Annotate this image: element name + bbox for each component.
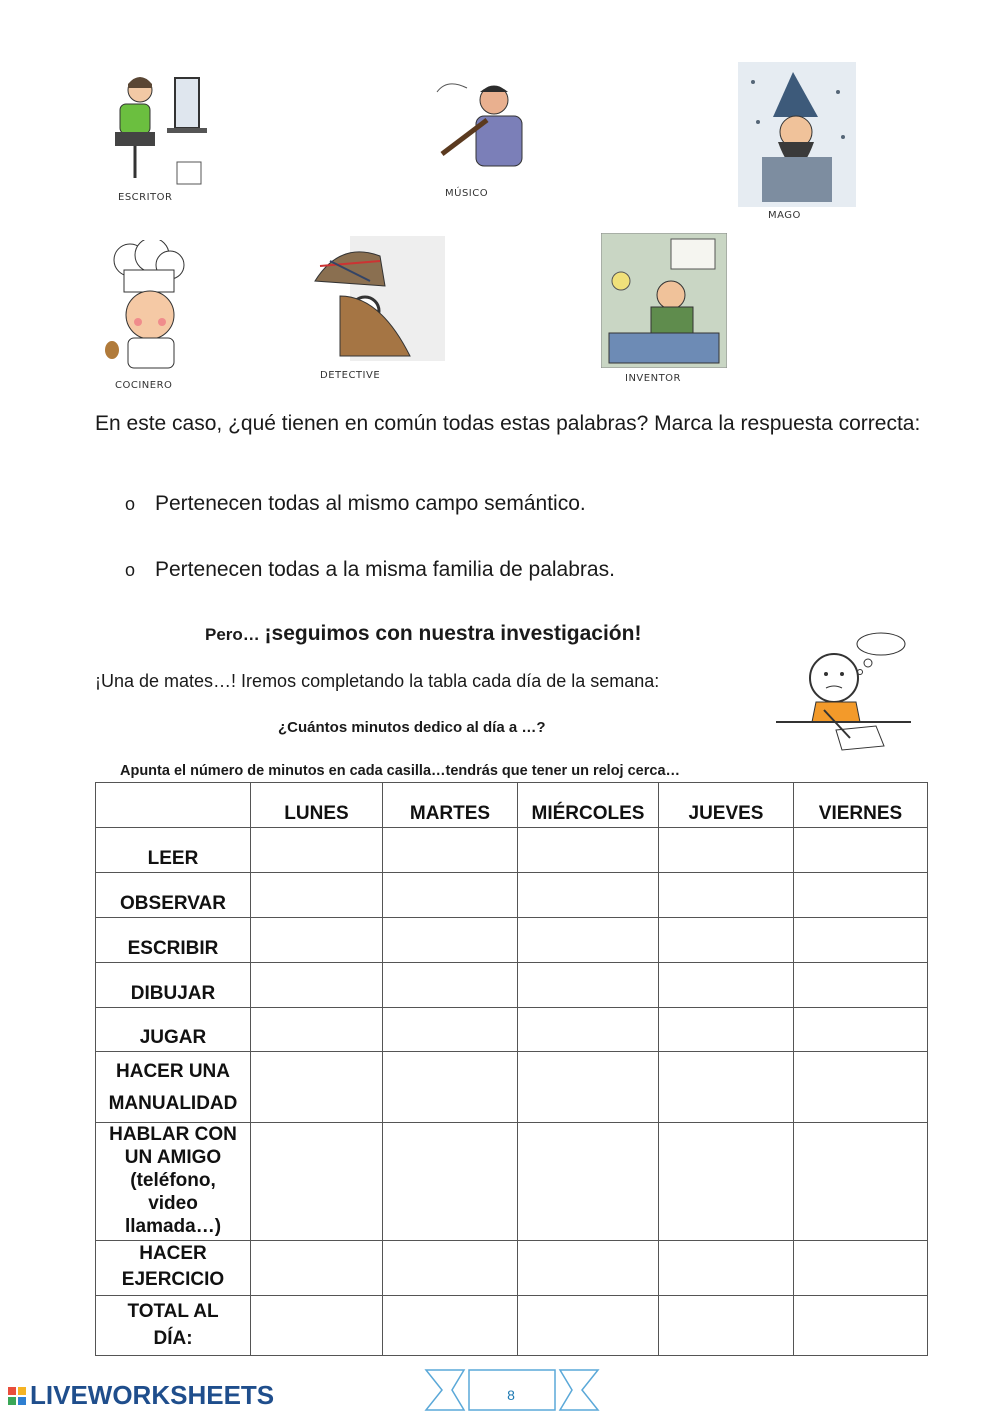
minutes-cell[interactable] [383, 918, 518, 963]
activity-label-total [96, 1296, 251, 1356]
table-instruction: Apunta el número de minutos en cada casilla…tendrás que tener un reloj cerca… [120, 763, 681, 779]
minutes-cell[interactable] [659, 963, 794, 1008]
minutes-cell[interactable] [659, 1008, 794, 1052]
minutes-cell[interactable] [794, 1123, 928, 1241]
activity-line: (teléfono, [130, 1170, 216, 1191]
minutes-cell[interactable] [518, 1052, 659, 1123]
minutes-cell[interactable] [794, 828, 928, 873]
option-label: Pertenecen todas al mismo campo semántico. [155, 492, 586, 515]
table-row [96, 1296, 928, 1356]
minutes-cell[interactable] [659, 873, 794, 918]
day-header-viernes: VIERNES [794, 783, 928, 828]
activity-label-leer [96, 828, 251, 873]
minutes-cell[interactable] [251, 828, 383, 873]
activity-line: ESCRIBIR [127, 938, 219, 959]
minutes-cell[interactable] [383, 828, 518, 873]
minutes-cell[interactable] [383, 1296, 518, 1356]
minutes-cell[interactable] [518, 1008, 659, 1052]
table-corner [96, 783, 251, 828]
minutes-cell[interactable] [659, 828, 794, 873]
minutes-cell[interactable] [251, 1241, 383, 1296]
table-row [96, 873, 928, 918]
minutes-cell[interactable] [518, 963, 659, 1008]
minutes-cell[interactable] [518, 1241, 659, 1296]
minutes-cell[interactable] [659, 1123, 794, 1241]
minutes-cell[interactable] [251, 963, 383, 1008]
activity-line: video [148, 1193, 198, 1214]
activity-label-escribir [96, 918, 251, 963]
minutes-cell[interactable] [794, 918, 928, 963]
minutes-cell[interactable] [251, 1296, 383, 1356]
activity-line: HACER [139, 1243, 207, 1264]
activity-line: DÍA: [153, 1327, 193, 1349]
minutes-cell[interactable] [794, 1052, 928, 1123]
table-row [96, 1008, 928, 1052]
minutes-cell[interactable] [383, 1052, 518, 1123]
minutes-cell[interactable] [383, 1241, 518, 1296]
minutes-cell[interactable] [794, 873, 928, 918]
activity-label-jugar [96, 1008, 251, 1052]
detective-illustration [310, 236, 445, 366]
writer-illustration [105, 70, 215, 190]
caption-escritor: ESCRITOR [118, 192, 173, 203]
table-row [96, 963, 928, 1008]
day-header-jueves: JUEVES [659, 783, 794, 828]
option-familia-palabras[interactable] [125, 558, 615, 582]
minutes-cell[interactable] [794, 1296, 928, 1356]
logo-blocks-icon [8, 1387, 26, 1405]
heading-main: ¡seguimos con nuestra investigación! [264, 622, 642, 645]
intro-text: ¡Una de mates…! Iremos completando la tabla cada día de la semana: [95, 671, 660, 691]
minutes-cell[interactable] [383, 1123, 518, 1241]
minutes-cell[interactable] [251, 1008, 383, 1052]
activity-line: LEER [147, 848, 199, 869]
minutes-cell[interactable] [251, 1123, 383, 1241]
caption-cocinero: COCINERO [115, 380, 173, 391]
minutes-cell[interactable] [518, 1296, 659, 1356]
minutes-cell[interactable] [659, 918, 794, 963]
activity-line: UN AMIGO [124, 1147, 222, 1168]
day-header-lunes: LUNES [251, 783, 383, 828]
activity-label-ejercicio [96, 1241, 251, 1296]
thinking-person-illustration [776, 630, 916, 755]
chef-illustration [100, 240, 190, 380]
minutes-cell[interactable] [659, 1052, 794, 1123]
liveworksheets-logo[interactable] [8, 1380, 274, 1411]
table-row [96, 1052, 928, 1123]
option-campo-semantico[interactable] [125, 492, 586, 516]
minutes-cell[interactable] [383, 963, 518, 1008]
activity-line: HABLAR CON [109, 1124, 237, 1145]
activity-line: llamada…) [124, 1216, 222, 1237]
minutes-cell[interactable] [659, 1241, 794, 1296]
minutes-cell[interactable] [794, 1008, 928, 1052]
table-row [96, 1241, 928, 1296]
minutes-cell[interactable] [794, 1241, 928, 1296]
minutes-cell[interactable] [518, 918, 659, 963]
table-row [96, 1123, 928, 1241]
section-heading [205, 622, 641, 646]
minutes-cell[interactable] [659, 1296, 794, 1356]
activity-label-observar [96, 873, 251, 918]
activity-line: MANUALIDAD [108, 1093, 238, 1114]
activity-line: DIBUJAR [130, 983, 216, 1004]
caption-mago: MAGO [768, 210, 801, 221]
page-number: 8 [507, 1387, 515, 1403]
minutes-cell[interactable] [518, 1123, 659, 1241]
caption-detective: DETECTIVE [320, 370, 381, 381]
inventor-illustration [601, 233, 727, 368]
activity-line: HACER UNA [116, 1061, 230, 1082]
minutes-cell[interactable] [518, 828, 659, 873]
minutes-cell[interactable] [383, 1008, 518, 1052]
option-label: Pertenecen todas a la misma familia de palabras. [155, 558, 615, 581]
minutes-cell[interactable] [251, 918, 383, 963]
minutes-cell[interactable] [518, 873, 659, 918]
day-header-martes: MARTES [383, 783, 518, 828]
heading-lead: Pero… [205, 625, 265, 644]
option-bullet: o [125, 494, 136, 514]
table-row [96, 918, 928, 963]
brand-name: LIVEWORKSHEETS [30, 1380, 275, 1410]
table-row [96, 828, 928, 873]
activity-label-hablar [96, 1123, 251, 1241]
minutes-question: ¿Cuántos minutos dedico al día a …? [278, 719, 546, 736]
wizard-illustration [738, 62, 856, 207]
activity-line: JUGAR [139, 1027, 207, 1048]
question-text: En este caso, ¿qué tienen en común todas estas palabras? Marca la respuesta correcta: [95, 412, 921, 435]
minutes-cell[interactable] [251, 1052, 383, 1123]
activity-line: OBSERVAR [120, 893, 226, 914]
activity-line: EJERCICIO [121, 1269, 225, 1290]
caption-inventor: INVENTOR [625, 373, 681, 384]
musician-illustration [432, 72, 532, 187]
activity-label-manualidad [96, 1052, 251, 1123]
caption-musico: MÚSICO [445, 188, 489, 199]
activity-label-dibujar [96, 963, 251, 1008]
minutes-cell[interactable] [383, 873, 518, 918]
minutes-cell[interactable] [794, 963, 928, 1008]
activity-line: TOTAL AL [127, 1300, 219, 1322]
day-header-miercoles: MIÉRCOLES [518, 783, 659, 828]
option-bullet: o [125, 560, 136, 580]
minutes-cell[interactable] [251, 873, 383, 918]
minutes-table [95, 782, 928, 1356]
